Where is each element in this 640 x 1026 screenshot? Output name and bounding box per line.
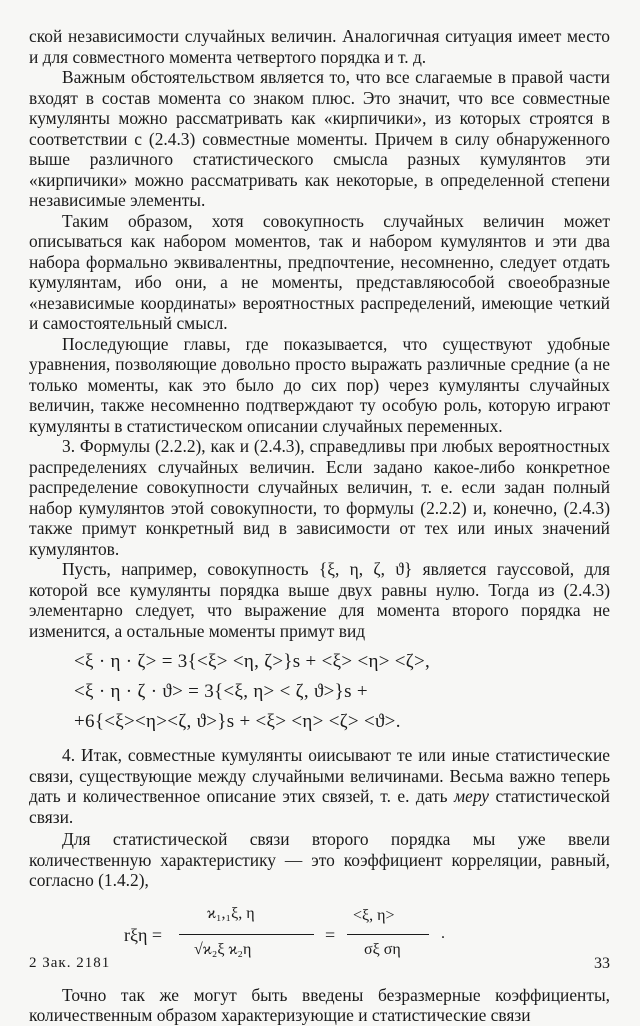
paragraph: Для статистической связи второго порядка мы уже ввели количественную характеристику — это коэффициент корреляции, равный, согласно (1.4.2), [29, 829, 610, 890]
paragraph: 3. Формулы (2.2.2), как и (2.4.3), справедливы при любых вероятностных распределениях случайных величин. Если задано какое-либо конкретное распределение совокупности случайных величин, т. е. если задан полный набор кумулянтов этой совокупности, то формулы (2.2.2) и, конечно, (2.4.3) также примут конкретный вид в зависимости от тех или иных значений кумулянтов. [29, 436, 610, 559]
corr-numerator-2: <ξ, η> [353, 906, 395, 924]
emphasis-measure: меру [454, 786, 490, 806]
paragraph: ской независимости случайных величин. Аналогичная ситуация имеет место и для совместного момента четвертого порядка и т. д. [29, 26, 610, 67]
paragraph-text: статистической связи. [29, 786, 610, 827]
paragraph: Последующие главы, где показывается, что существуют удобные уравнения, позволяющие довольно просто выражать различные средние (а не только моменты, как это было до сих пор) через кумулянты случайных величин, также несомненно подтверждают ту особую роль, которую играют кумулянты в статистическом описании случайных переменных. [29, 333, 610, 436]
formula-fourth-moment-cont: +6{<ξ><η><ζ, ϑ>}s + <ξ> <η> <ζ> <ϑ>. [74, 711, 401, 732]
printer-signature: 2 Зак. 2181 [29, 955, 111, 971]
paragraph-text: 4. Итак, совместные кумулянты оиисывают те или иные статистические связи, существующие между случайными величинами. Весьма важно теперь дать и количественное описание этих связей, т. е. дать [29, 745, 610, 806]
fraction-bar [347, 934, 429, 935]
corr-period: . [441, 924, 445, 942]
page-number: 33 [594, 955, 610, 972]
corr-lhs: rξη = [124, 924, 163, 945]
corr-equals: = [325, 924, 336, 945]
formula-third-moment: <ξ · η · ζ> = 3{<ξ> <η, ζ>}s + <ξ> <η> <ζ>, [74, 651, 431, 672]
corr-denominator-1: √ϰ₂ξ ϰ₂η [194, 940, 252, 958]
page-text [29, 26, 610, 1026]
paragraph: Точно так же могут быть введены безразмерные коэффициенты, количественным образом характеризующие и статистические связи [29, 984, 610, 1025]
paragraph: Важным обстоятельством является то, что все слагаемые в правой части входят в состав момента со знаком плюс. Это значит, что все совместные кумулянты можно рассматривать как «кирпичики», из которых строятся в соответствии с (2.4.3) совместные моменты. Причем в силу обнаруженного выше различного статистического смысла разных кумулянтов эти «кирпичики» можно рассматривать как некоторые, в определенной степени независимые элементы. [29, 67, 610, 210]
paragraph [29, 745, 610, 827]
corr-denominator-2: σξ ση [364, 940, 401, 958]
paragraph: Таким образом, хотя совокупность случайных величин может описываться как набором моментов, так и набором кумулянтов и эти два набора формально эквивалентны, предпочтение, несомненно, следует отдать кумулянтам, ибо они, а не моменты, представляюсобой своеобразные «независимые координаты» вероятностных распределений, имеющие четкий и самостоятельный смысл. [29, 210, 610, 333]
formula-fourth-moment: <ξ · η · ζ · ϑ> = 3{<ξ, η> < ζ, ϑ>}s + [74, 681, 368, 702]
fraction-bar [179, 934, 314, 935]
corr-numerator-1: ϰ₁,₁ξ, η [207, 904, 255, 922]
page-footer [29, 955, 610, 979]
paragraph: Пусть, например, совокупность {ξ, η, ζ, ϑ} является гауссовой, для которой все кумулянты порядка выше двух равны нулю. Тогда из (2.4.3) элементарно следует, что выражение для момента второго порядка не изменится, а остальные моменты примут вид [29, 559, 610, 641]
